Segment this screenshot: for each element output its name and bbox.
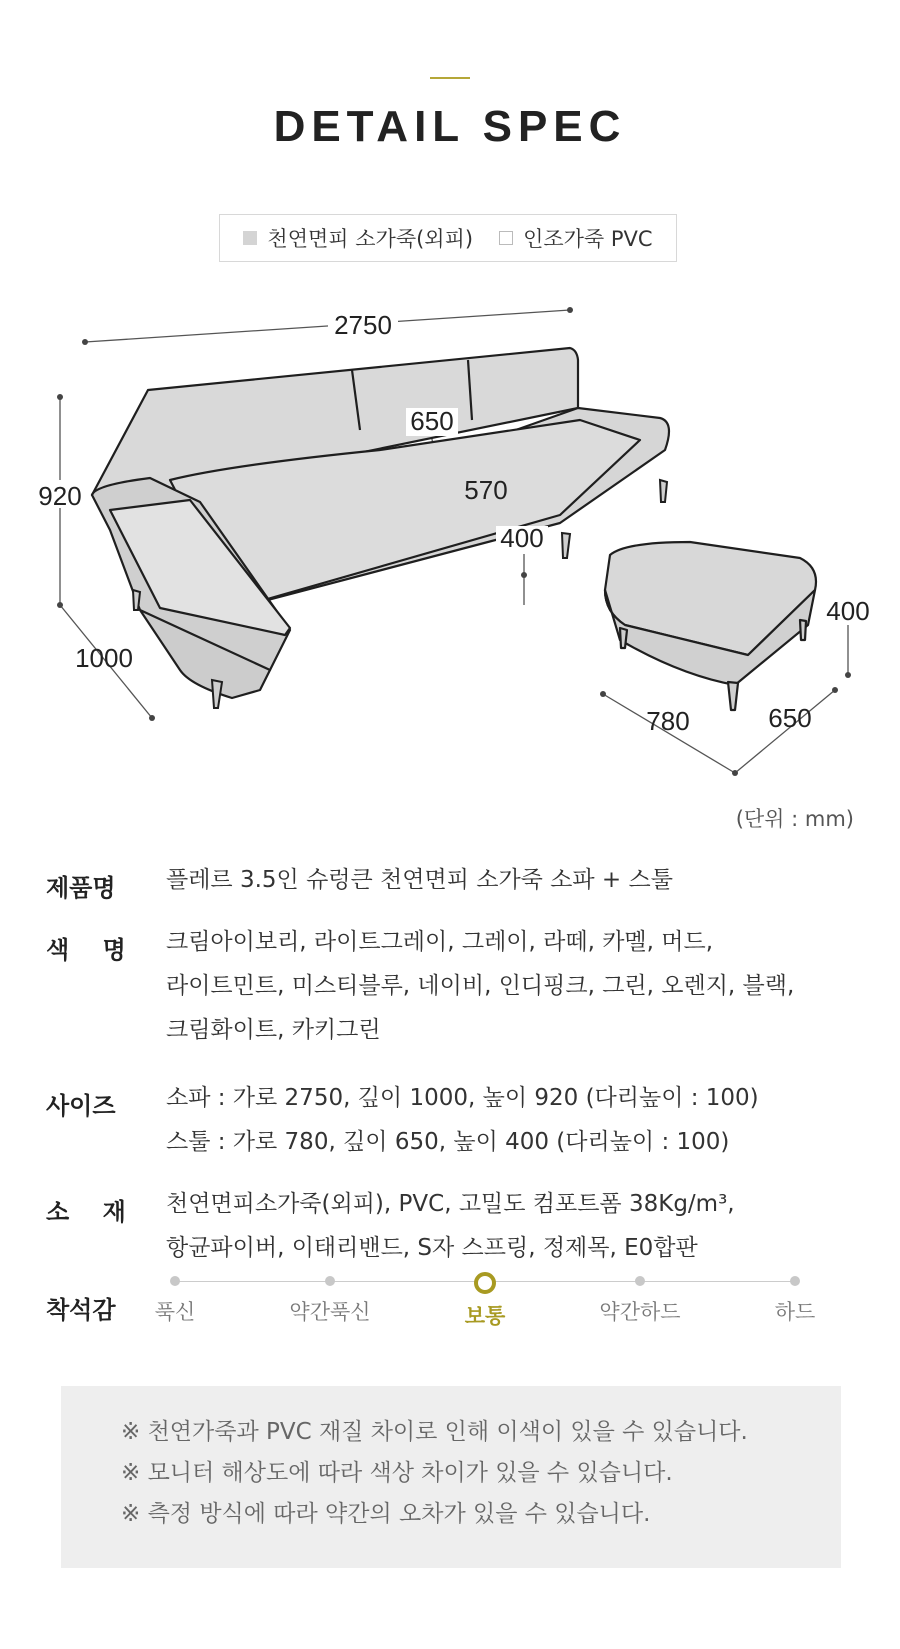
- spec-row-size: [46, 1086, 866, 1164]
- dim-sofa-depth: 1000: [75, 643, 133, 673]
- comfort-step-2: 약간푹신: [270, 1266, 390, 1326]
- comfort-scale: [154, 1266, 816, 1336]
- spec-label: 색 명: [46, 936, 126, 964]
- legend-item-pvc: [499, 223, 653, 253]
- comfort-step-5: 하드: [735, 1266, 855, 1326]
- dim-stool-height: 400: [826, 596, 870, 626]
- spec-label: 착석감: [46, 1296, 116, 1324]
- sofa-dimension-diagram: [0, 290, 900, 780]
- notice-box: [61, 1386, 841, 1568]
- legend-item-leather: [243, 223, 473, 253]
- dim-stool-width: 780: [646, 706, 690, 736]
- sofa-drawing: [92, 348, 669, 698]
- dim-sofa-height: 920: [38, 481, 82, 511]
- notice-line: ※ 천연가죽과 PVC 재질 차이로 인해 이색이 있을 수 있습니다.: [121, 1419, 748, 1445]
- dot-icon: [170, 1276, 180, 1286]
- spec-row-material: [46, 1192, 866, 1270]
- dim-back-height: 650: [410, 406, 454, 436]
- empty-square-icon: [499, 231, 513, 245]
- dot-icon: [325, 1276, 335, 1286]
- spec-label: 소 재: [46, 1198, 126, 1226]
- comfort-step-3-selected: 보통: [425, 1266, 545, 1330]
- spec-label: 사이즈: [46, 1092, 116, 1120]
- material-legend: [219, 214, 677, 262]
- dim-sofa-width: 2750: [334, 310, 392, 340]
- spec-row-color-name: [46, 930, 866, 1052]
- title-accent-line: [430, 77, 470, 79]
- notice-line: ※ 모니터 해상도에 따라 색상 차이가 있을 수 있습니다.: [121, 1460, 673, 1486]
- dim-stool-depth: 650: [768, 703, 812, 733]
- spec-value: 천연면피소가죽(외피), PVC, 고밀도 컴포트폼 38Kg/m³, 항균파이버, 이태리밴드, S자 스프링, 정제목, E0합판: [166, 1191, 735, 1261]
- spec-value: 소파 : 가로 2750, 깊이 1000, 높이 920 (다리높이 : 100) 스툴 : 가로 780, 깊이 650, 높이 400 (다리높이 : 100): [166, 1085, 759, 1155]
- notice-line: ※ 측정 방식에 따라 약간의 오차가 있을 수 있습니다.: [121, 1501, 651, 1527]
- page-title: DETAIL SPEC: [273, 102, 627, 151]
- spec-label: 제품명: [46, 874, 116, 902]
- legend-label-leather: 천연면피 소가죽(외피): [267, 227, 474, 251]
- dim-seat-height: 400: [500, 523, 544, 553]
- stool-drawing: [605, 542, 816, 710]
- legend-label-pvc: 인조가죽 PVC: [523, 227, 653, 251]
- spec-row-product-name: [46, 868, 866, 903]
- spec-value: 크림아이보리, 라이트그레이, 그레이, 라떼, 카멜, 머드, 라이트민트, 미스티블루, 네이비, 인디핑크, 그린, 오렌지, 블랙, 크림화이트, 카키그린: [166, 929, 795, 1043]
- dot-icon: [790, 1276, 800, 1286]
- filled-square-icon: [243, 231, 257, 245]
- dim-seat-depth: 570: [464, 475, 508, 505]
- comfort-step-4: 약간하드: [580, 1266, 700, 1326]
- comfort-step-1: 푹신: [115, 1266, 235, 1326]
- dot-icon: [635, 1276, 645, 1286]
- selected-ring-icon: [474, 1272, 496, 1294]
- unit-note: (단위 : mm): [735, 807, 854, 831]
- spec-value: 플레르 3.5인 슈렁큰 천연면피 소가죽 소파 + 스툴: [166, 867, 673, 893]
